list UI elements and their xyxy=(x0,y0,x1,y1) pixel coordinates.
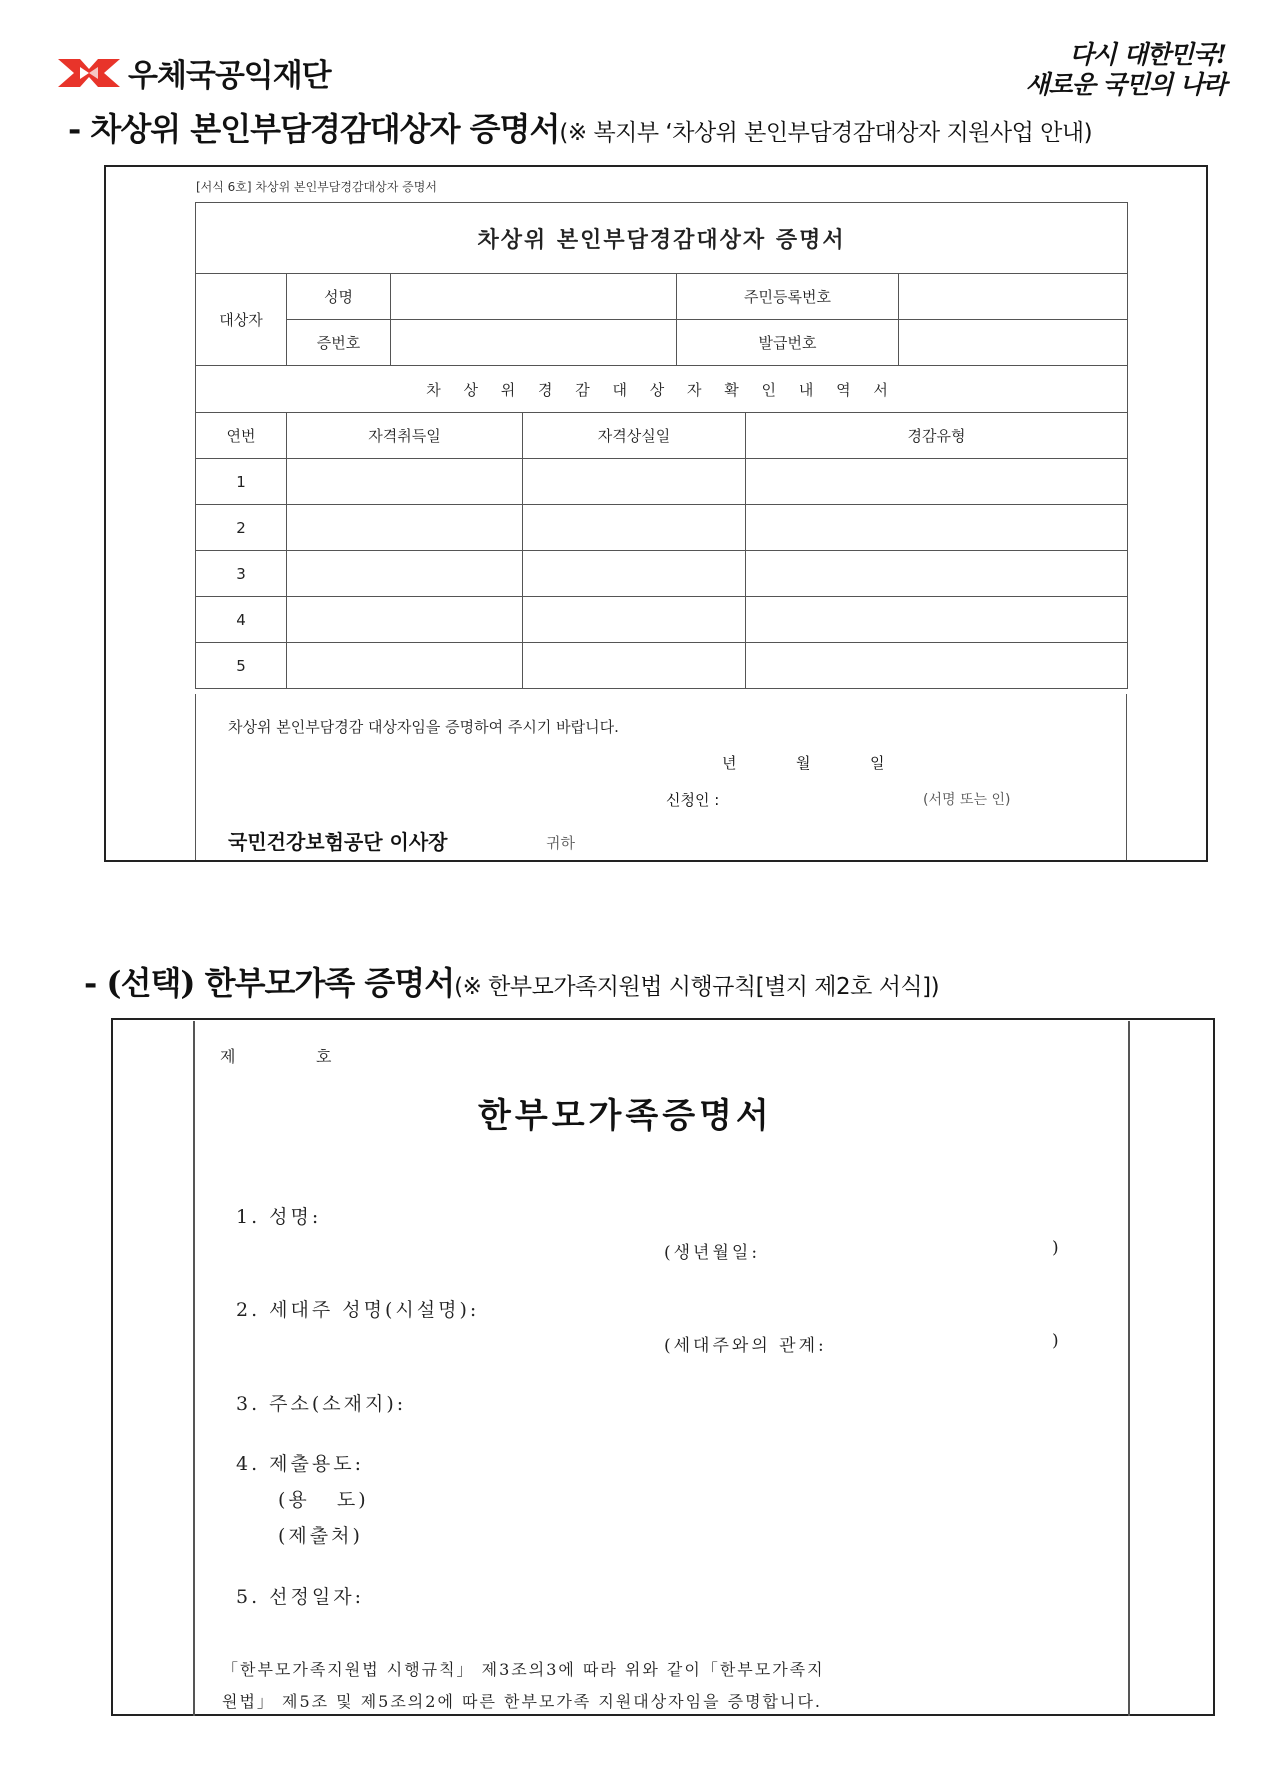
section1-note: (※ 복지부 ‘차상위 본인부담경감대상자 지원사업 안내) xyxy=(559,120,1093,146)
rrn-label: 주민등록번호 xyxy=(677,274,899,320)
issue-no-field[interactable] xyxy=(899,320,1128,366)
recipient-suffix: 귀하 xyxy=(546,834,575,852)
applicant-label: 신청인 : xyxy=(666,791,720,809)
row-number: 1 xyxy=(196,459,287,505)
recipient: 국민건강보험공단 이사장 xyxy=(228,830,448,854)
request-text: 차상위 본인부담경감 대상자임을 증명하여 주시기 바랍니다. xyxy=(228,718,619,736)
table-row xyxy=(196,505,1128,551)
name-field[interactable] xyxy=(391,274,677,320)
rrn-field[interactable] xyxy=(899,274,1128,320)
subject-label: 대상자 xyxy=(196,274,287,366)
name-label: 성명 xyxy=(287,274,391,320)
subtable-title: 차 상 위 경 감 대 상 자 확 인 내 역 서 xyxy=(196,366,1128,413)
org-name: 우체국공익재단 xyxy=(128,58,331,94)
section1-heading xyxy=(68,104,1092,150)
item-selection-date: 5. 선정일자: xyxy=(236,1586,364,1608)
lost-date-cell[interactable] xyxy=(523,551,746,597)
item-relation-close: ) xyxy=(1052,1331,1062,1351)
item-householder: 2. 세대주 성명(시설명): xyxy=(236,1299,480,1321)
lost-date-cell[interactable] xyxy=(523,597,746,643)
row-number: 3 xyxy=(196,551,287,597)
foundation-logo-icon xyxy=(58,55,120,91)
slogan-line-2: 새로운 국민의 나라 xyxy=(1025,70,1226,99)
row-number: 4 xyxy=(196,597,287,643)
col-header-no: 연번 xyxy=(196,413,287,459)
lost-date-cell[interactable] xyxy=(523,505,746,551)
acquired-date-cell[interactable] xyxy=(287,597,523,643)
date-month: 월 xyxy=(796,754,811,772)
section2-heading xyxy=(84,958,939,1004)
col-header-lost: 자격상실일 xyxy=(523,413,746,459)
date-day: 일 xyxy=(870,754,885,772)
sign-label: (서명 또는 인) xyxy=(923,792,1011,808)
government-slogan xyxy=(1025,40,1226,100)
item-address: 3. 주소(소재지): xyxy=(236,1393,407,1415)
table-row xyxy=(196,643,1128,689)
table-row xyxy=(196,551,1128,597)
date-year: 년 xyxy=(722,754,737,772)
closing-line-2: 원법」 제5조 및 제5조의2에 따른 한부모가족 지원대상자임을 증명합니다. xyxy=(222,1692,822,1711)
table-row xyxy=(196,459,1128,505)
acquired-date-cell[interactable] xyxy=(287,551,523,597)
reduction-type-cell[interactable] xyxy=(746,643,1128,689)
acquired-date-cell[interactable] xyxy=(287,643,523,689)
item-name: 1. 성명: xyxy=(236,1206,322,1228)
col-header-type: 경감유형 xyxy=(746,413,1128,459)
item-purpose: 4. 제출용도: xyxy=(236,1453,364,1475)
acquired-date-cell[interactable] xyxy=(287,459,523,505)
col-header-acquired: 자격취득일 xyxy=(287,413,523,459)
reduction-type-cell[interactable] xyxy=(746,551,1128,597)
item-birthdate: (생년월일: xyxy=(664,1243,761,1263)
reduction-type-cell[interactable] xyxy=(746,459,1128,505)
row-number: 5 xyxy=(196,643,287,689)
section2-note: (※ 한부모가족지원법 시행규칙[별지 제2호 서식]) xyxy=(454,974,940,1000)
closing-line-1: 「한부모가족지원법 시행규칙」 제3조의3에 따라 위와 같이「한부모가족지 xyxy=(222,1660,825,1679)
slogan-line-1: 다시 대한민국! xyxy=(1069,40,1226,69)
section2-title: - (선택) 한부모가족 증명서 xyxy=(84,964,455,1002)
section1-title: - 차상위 본인부담경감대상자 증명서 xyxy=(68,110,560,148)
row-number: 2 xyxy=(196,505,287,551)
lost-date-cell[interactable] xyxy=(523,643,746,689)
reduction-type-cell[interactable] xyxy=(746,597,1128,643)
item-relation: (세대주와의 관계: xyxy=(664,1336,827,1356)
item-purpose-destination: (제출처) xyxy=(278,1525,363,1547)
item-birthdate-close: ) xyxy=(1052,1238,1062,1258)
table-row xyxy=(196,597,1128,643)
reduction-type-cell[interactable] xyxy=(746,505,1128,551)
cert-no-label: 증번호 xyxy=(287,320,391,366)
acquired-date-cell[interactable] xyxy=(287,505,523,551)
lost-date-cell[interactable] xyxy=(523,459,746,505)
form1-number: [서식 6호] 차상위 본인부담경감대상자 증명서 xyxy=(196,180,437,194)
item-purpose-use: (용 도) xyxy=(278,1489,369,1511)
foundation-logo xyxy=(58,50,331,95)
issue-no-label: 발급번호 xyxy=(677,320,899,366)
cert-no-field[interactable] xyxy=(391,320,677,366)
doc-no-prefix: 제 xyxy=(220,1047,239,1066)
form2-title: 한부모가족증명서 xyxy=(478,1096,773,1136)
form1-table xyxy=(195,202,1128,689)
doc-no-suffix: 호 xyxy=(316,1047,335,1066)
form1-title: 차상위 본인부담경감대상자 증명서 xyxy=(196,203,1128,274)
